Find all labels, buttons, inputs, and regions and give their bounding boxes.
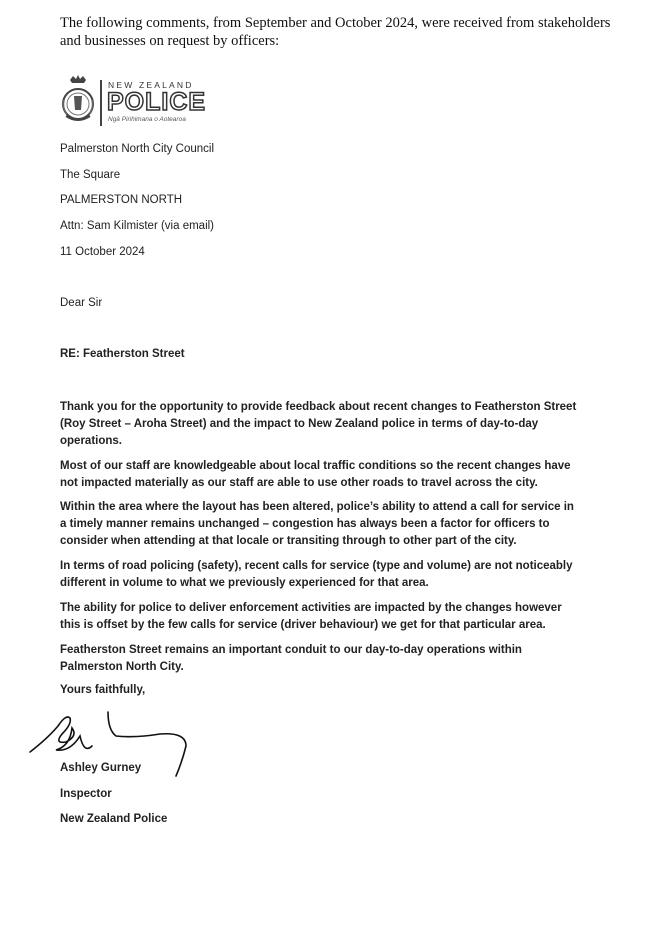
logo-country: NEW ZEALAND [108, 80, 194, 90]
closing: Yours faithfully, [60, 684, 146, 696]
address-line-1: Palmerston North City Council [60, 143, 215, 155]
intro-text: The following comments, from September and October 2024, were received from stakeholders and businesses on request by officers: [60, 15, 611, 49]
body-paragraph: Within the area where the layout has been altered, police’s ability to attend a call for service in a timely manner remains unchanged – congestion has always been a factor for officers to consider when attending at that locale or transiting through to other part of the city. [60, 501, 574, 547]
subject-line: RE: Featherston Street [60, 348, 185, 360]
salutation: Dear Sir [60, 297, 103, 309]
letter-date: 11 October 2024 [60, 246, 145, 258]
address-line-3: PALMERSTON NORTH [60, 194, 183, 206]
police-crest-icon [60, 74, 96, 126]
body-paragraph: Featherston Street remains an important conduit to our day-to-day operations within Palmerston North City. [60, 644, 522, 673]
nz-police-logo [60, 74, 220, 132]
body-paragraph: Thank you for the opportunity to provide feedback about recent changes to Featherston Street (Roy Street – Aroha Street) and the impact to New Zealand police in terms of day-to-day operations. [60, 401, 577, 447]
logo-tagline: Ngā Pirihimana o Aotearoa [108, 116, 186, 123]
address-line-2: The Square [60, 169, 121, 181]
attention-line: Attn: Sam Kilmister (via email) [60, 220, 215, 232]
signatory-org: New Zealand Police [60, 813, 168, 825]
signatory-name: Ashley Gurney [60, 762, 142, 774]
logo-divider [100, 80, 102, 126]
signatory-title: Inspector [60, 788, 112, 800]
body-paragraph: The ability for police to deliver enforcement activities are impacted by the changes however this is offset by the few calls for service (driver behaviour) we get for that particular area. [60, 602, 562, 631]
body-paragraph: Most of our staff are knowledgeable about local traffic conditions so the recent changes have not impacted materially as our staff are able to use other roads to travel across the city. [60, 460, 571, 489]
body-paragraph: In terms of road policing (safety), recent calls for service (type and volume) are not noticeably different in volume to what we previously experienced for that area. [60, 560, 573, 589]
logo-wordmark: POLICE [107, 88, 207, 116]
